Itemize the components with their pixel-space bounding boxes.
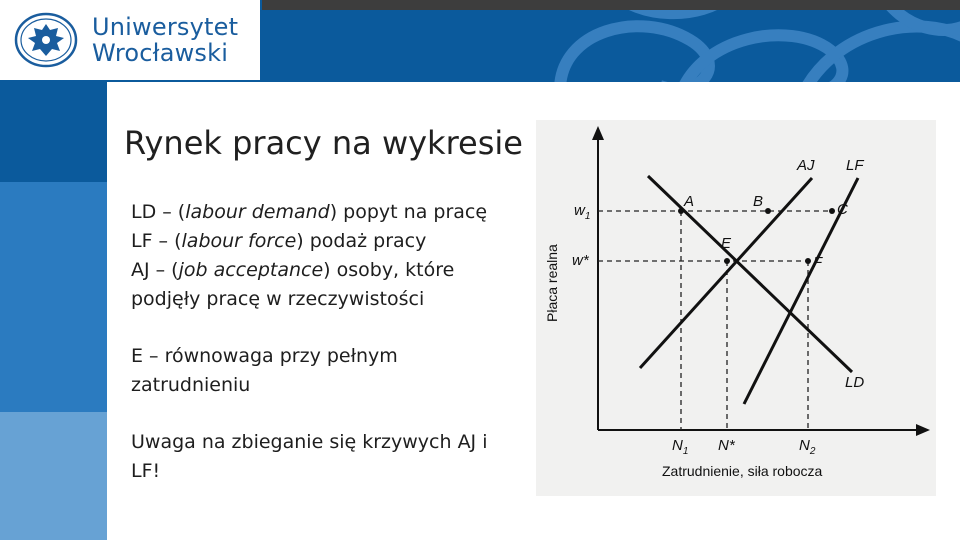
- university-logo: [0, 0, 260, 80]
- point-e-label: E: [721, 235, 732, 252]
- labour-market-diagram-svg: [536, 120, 936, 496]
- x-axis-arrow: [916, 424, 930, 436]
- definition-equilibrium: E – równowaga przy pełnym zatrudnieniu: [131, 345, 398, 396]
- sidebar-block-mid: [0, 182, 107, 412]
- point-e-marker: [724, 258, 730, 264]
- ld-curve-label: LD: [845, 374, 865, 391]
- ld-curve: [648, 176, 852, 372]
- point-c-label: C: [837, 201, 848, 218]
- point-c-marker: [829, 208, 835, 214]
- y-axis-arrow: [592, 126, 604, 140]
- lf-curve-label: LF: [846, 157, 864, 174]
- labour-market-diagram: [536, 120, 936, 496]
- y-tick-w1: $w_1$: [574, 202, 591, 222]
- y-axis-label: Płaca realna: [544, 244, 560, 322]
- university-emblem-icon: [14, 12, 78, 68]
- sidebar-block-light: [0, 412, 107, 540]
- header-top-strip: [262, 0, 960, 10]
- x-tick-n1: $N_1$: [672, 437, 689, 457]
- y-tick-wstar: w*: [572, 252, 589, 269]
- aj-curve-label: AJ: [797, 157, 815, 174]
- aj-curve: [640, 178, 812, 368]
- definition-aj: AJ – (job acceptance) osoby, które podjęły pracę w rzeczywistości: [131, 259, 455, 310]
- x-tick-nstar: N*: [718, 437, 735, 454]
- curves-note: Uwaga na zbieganie się krzywych AJ i LF!: [131, 431, 488, 482]
- logo-line-2: Wrocławski: [92, 39, 229, 67]
- point-b-marker: [765, 208, 771, 214]
- logo-line-1: Uniwersytet: [92, 13, 239, 41]
- x-tick-n2: $N_2$: [799, 437, 816, 457]
- definition-ld: LD – (labour demand) popyt na pracę: [131, 201, 488, 223]
- point-f-marker: [805, 258, 811, 264]
- point-a-label: A: [684, 193, 695, 210]
- slide-body: [131, 198, 511, 486]
- point-b-label: B: [753, 193, 764, 210]
- sidebar-block-dark: [0, 82, 107, 182]
- slide-title: Rynek pracy na wykresie: [124, 124, 523, 162]
- x-axis-label: Zatrudnienie, siła robocza: [662, 463, 823, 479]
- point-f-label: F: [813, 254, 823, 271]
- definition-lf: LF – (labour force) podaż pracy: [131, 230, 427, 252]
